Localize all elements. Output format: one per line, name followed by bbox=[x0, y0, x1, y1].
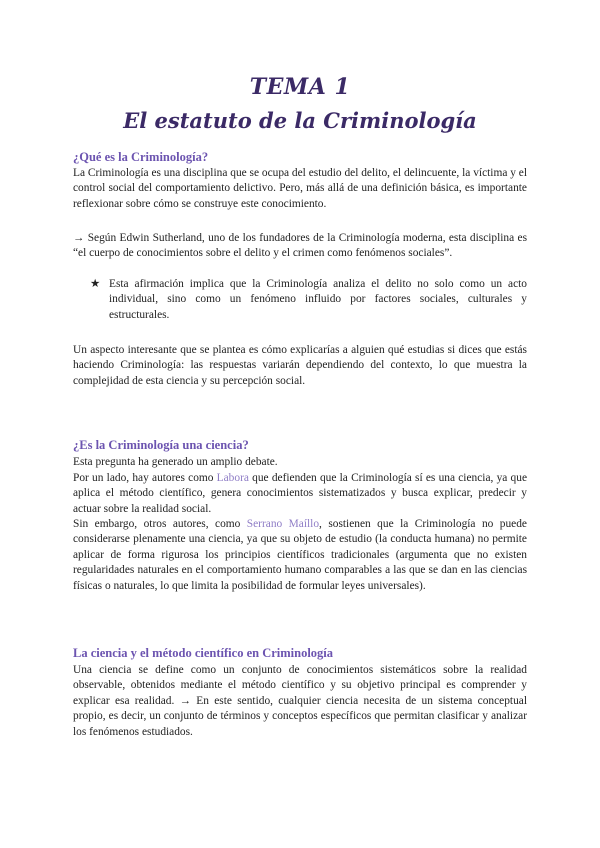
text-segment: que defienden que la Criminología sí es una ciencia, ya que aplica el método científico, genera conocimientos sistematizados y busca explicar, predecir y actuar sobre la realidad social. bbox=[73, 472, 527, 515]
author-link-serrano-maillo[interactable]: Serrano Maíllo bbox=[246, 518, 320, 530]
paragraph-debate: Esta pregunta ha generado un amplio debate. bbox=[73, 456, 278, 468]
paragraph-ciencia-def: Una ciencia se define como un conjunto de conocimientos sistemáticos sobre la realidad observable, obtenidos mediante el método científico y su objetivo principal es comprender y explicar esa realidad. → En este sentido, cualquier ciencia necesita de un sistema conceptual propio, es decir, un conjunto de términos y conceptos específicos que permitan clasificar y analizar los fenómenos estudiados. bbox=[73, 664, 527, 738]
paragraph-serrano bbox=[73, 517, 527, 594]
text-segment: Sin embargo, otros autores, como bbox=[73, 518, 247, 530]
section-heading-que-es: ¿Qué es la Criminología? bbox=[73, 150, 209, 164]
paragraph-labora bbox=[73, 471, 527, 517]
author-link-labora[interactable]: Labora bbox=[216, 472, 249, 484]
page-subtitle: El estatuto de la Criminología bbox=[123, 108, 477, 133]
paragraph-explaining: Un aspecto interesante que se plantea es cómo explicarías a alguien qué estudias si dices que estás haciendo Criminología: las respuestas variarán dependiendo del contexto, lo que muestra la complejidad de esta ciencia y su percepción social. bbox=[73, 344, 527, 387]
page-title: TEMA 1 bbox=[249, 74, 351, 100]
star-bullet-icon: ★ bbox=[90, 278, 101, 290]
paragraph-definition: La Criminología es una disciplina que se ocupa del estudio del delito, el delincuente, la víctima y el control social del comportamiento delictivo. Pero, más allá de una definición básica, es importante reflexionar sobre cómo se construye este conocimiento. bbox=[73, 167, 527, 210]
paragraph-sutherland: → Según Edwin Sutherland, uno de los fundadores de la Criminología moderna, esta disciplina es “el cuerpo de conocimientos sobre el delito y el crimen como fenómenos sociales”. bbox=[73, 232, 527, 260]
bullet-text: Esta afirmación implica que la Criminología analiza el delito no solo como un acto individual, sino como un fenómeno influido por factores sociales, culturales y estructurales. bbox=[109, 278, 527, 321]
section-heading-ciencia: ¿Es la Criminología una ciencia? bbox=[73, 438, 249, 452]
text-segment: , sostienen que la Criminología no puede considerarse plenamente una ciencia, ya que su objeto de estudio (la conducta humana) no permite aplicar de forma rigurosa los principios científicos tradicionales (argumenta que no existen regularidades naturales en el comportamiento humano comparables a las que se dan en las ciencias físicas o naturales, lo que limita la posibilidad de formular leyes universales). bbox=[73, 518, 527, 592]
bullet-item bbox=[90, 277, 527, 323]
text-segment: Por un lado, hay autores como bbox=[73, 472, 217, 484]
section-heading-metodo: La ciencia y el método científico en Criminología bbox=[73, 646, 334, 660]
